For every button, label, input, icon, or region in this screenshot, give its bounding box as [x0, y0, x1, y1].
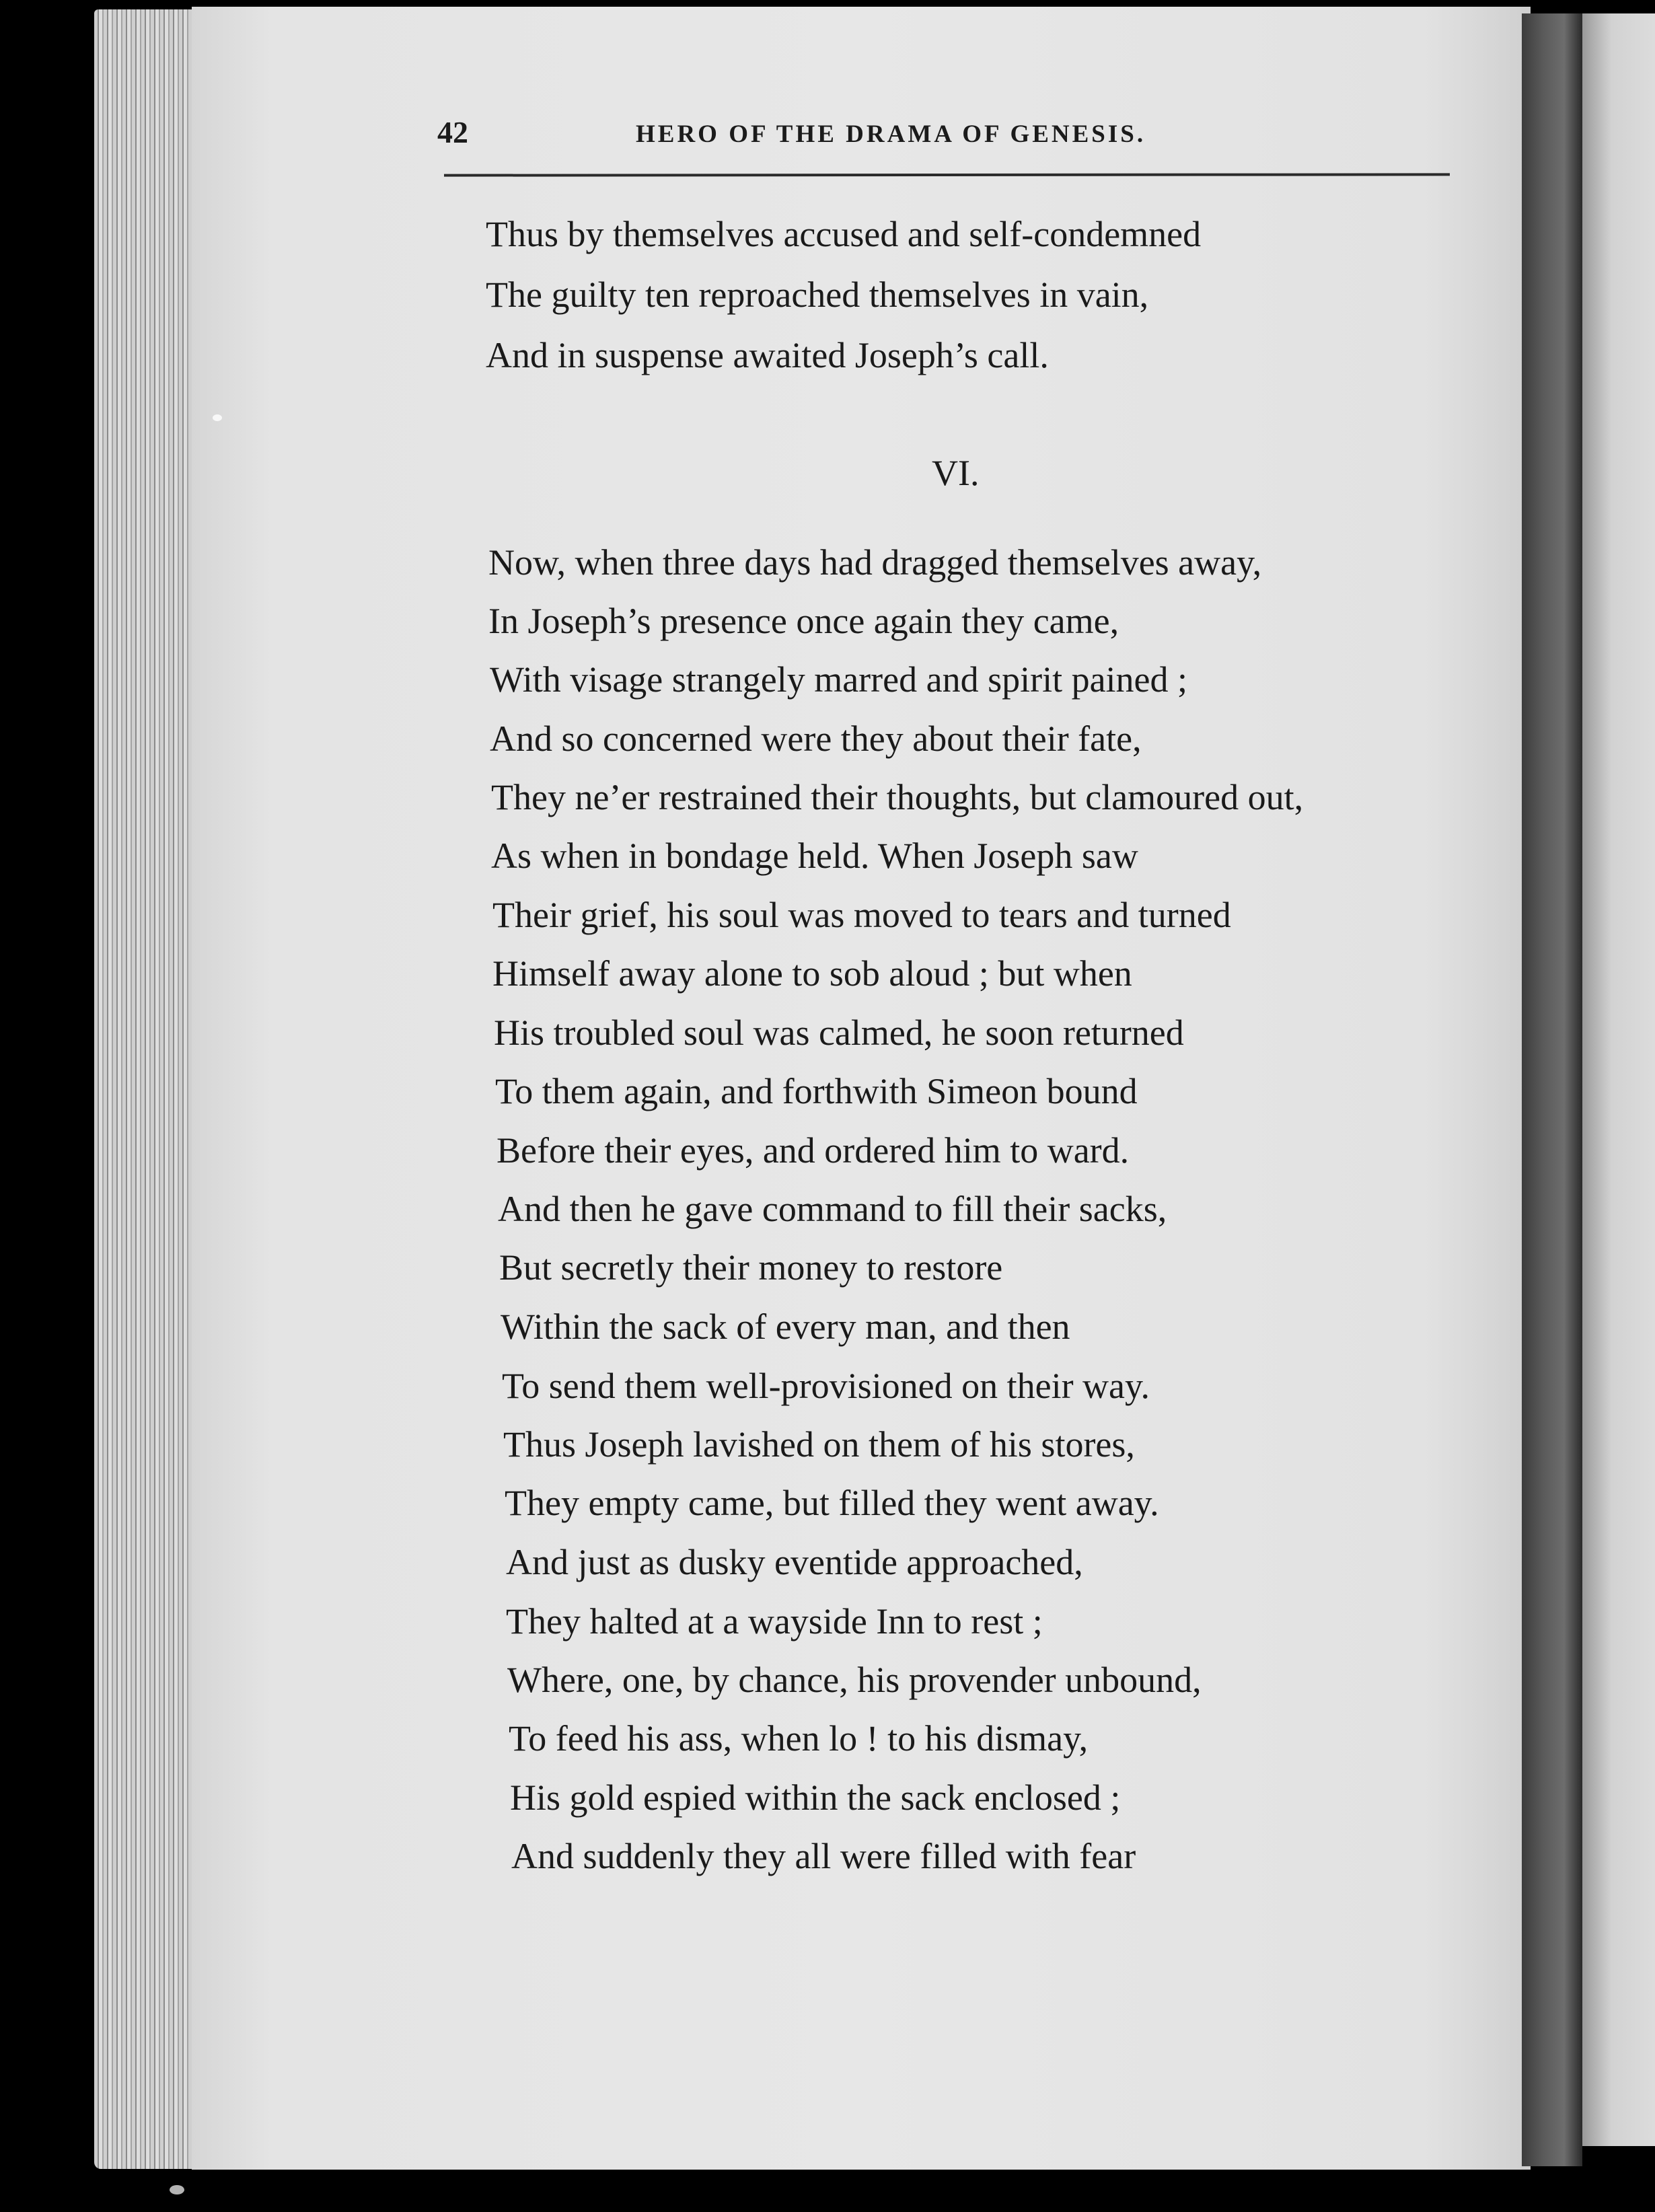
- scan-speck: [213, 414, 222, 421]
- verse-line: They ne’er restrained their thoughts, but clamoured out,: [491, 777, 1304, 817]
- verse-line: And just as dusky eventide approached,: [506, 1542, 1083, 1582]
- verse-line: Within the sack of every man, and then: [501, 1306, 1070, 1347]
- verse-line: And then he gave command to fill their sacks,: [498, 1189, 1167, 1229]
- section-numeral: VI.: [932, 453, 980, 493]
- verse-line: In Joseph’s presence once again they came,: [488, 601, 1119, 641]
- verse-line: His troubled soul was calmed, he soon returned: [494, 1012, 1184, 1053]
- gutter-shadow: [1522, 13, 1582, 2166]
- page-number: 42: [437, 115, 468, 149]
- verse-line: They empty came, but filled they went away.: [505, 1483, 1159, 1523]
- verse-line: And in suspense awaited Joseph’s call.: [486, 335, 1049, 375]
- verse-line: Now, when three days had dragged themselves away,: [488, 542, 1262, 583]
- running-title: HERO OF THE DRAMA OF GENESIS.: [636, 120, 1146, 148]
- verse-line: They halted at a wayside Inn to rest ;: [506, 1601, 1043, 1642]
- verse-line: To send them well-provisioned on their way.: [502, 1366, 1150, 1406]
- verse-line: Thus Joseph lavished on them of his stores,: [503, 1424, 1135, 1465]
- next-page-edge: [1582, 13, 1655, 2146]
- verse-line: The guilty ten reproached themselves in vain,: [486, 274, 1149, 315]
- verse-line: To them again, and forthwith Simeon bound: [495, 1071, 1138, 1111]
- verse-line: And so concerned were they about their fate,: [490, 718, 1142, 759]
- verse-line: Their grief, his soul was moved to tears and turned: [492, 895, 1231, 935]
- verse-line: As when in bondage held. When Joseph saw: [491, 836, 1138, 876]
- verse-line: And suddenly they all were filled with fear: [511, 1836, 1136, 1876]
- verse-line: His gold espied within the sack enclosed ;: [510, 1777, 1121, 1818]
- scan-speck: [170, 2185, 184, 2195]
- verse-line: With visage strangely marred and spirit pained ;: [490, 659, 1188, 700]
- verse-line: But secretly their money to restore: [499, 1247, 1003, 1288]
- verse-line: Where, one, by chance, his provender unbound,: [507, 1660, 1202, 1700]
- verse-line: Thus by themselves accused and self-condemned: [486, 214, 1202, 254]
- scan-speck: [0, 849, 5, 864]
- verse-line: To feed his ass, when lo ! to his dismay,: [509, 1718, 1089, 1759]
- verse-line: Himself away alone to sob aloud ; but when: [492, 953, 1132, 994]
- verse-line: Before their eyes, and ordered him to ward.: [496, 1130, 1130, 1171]
